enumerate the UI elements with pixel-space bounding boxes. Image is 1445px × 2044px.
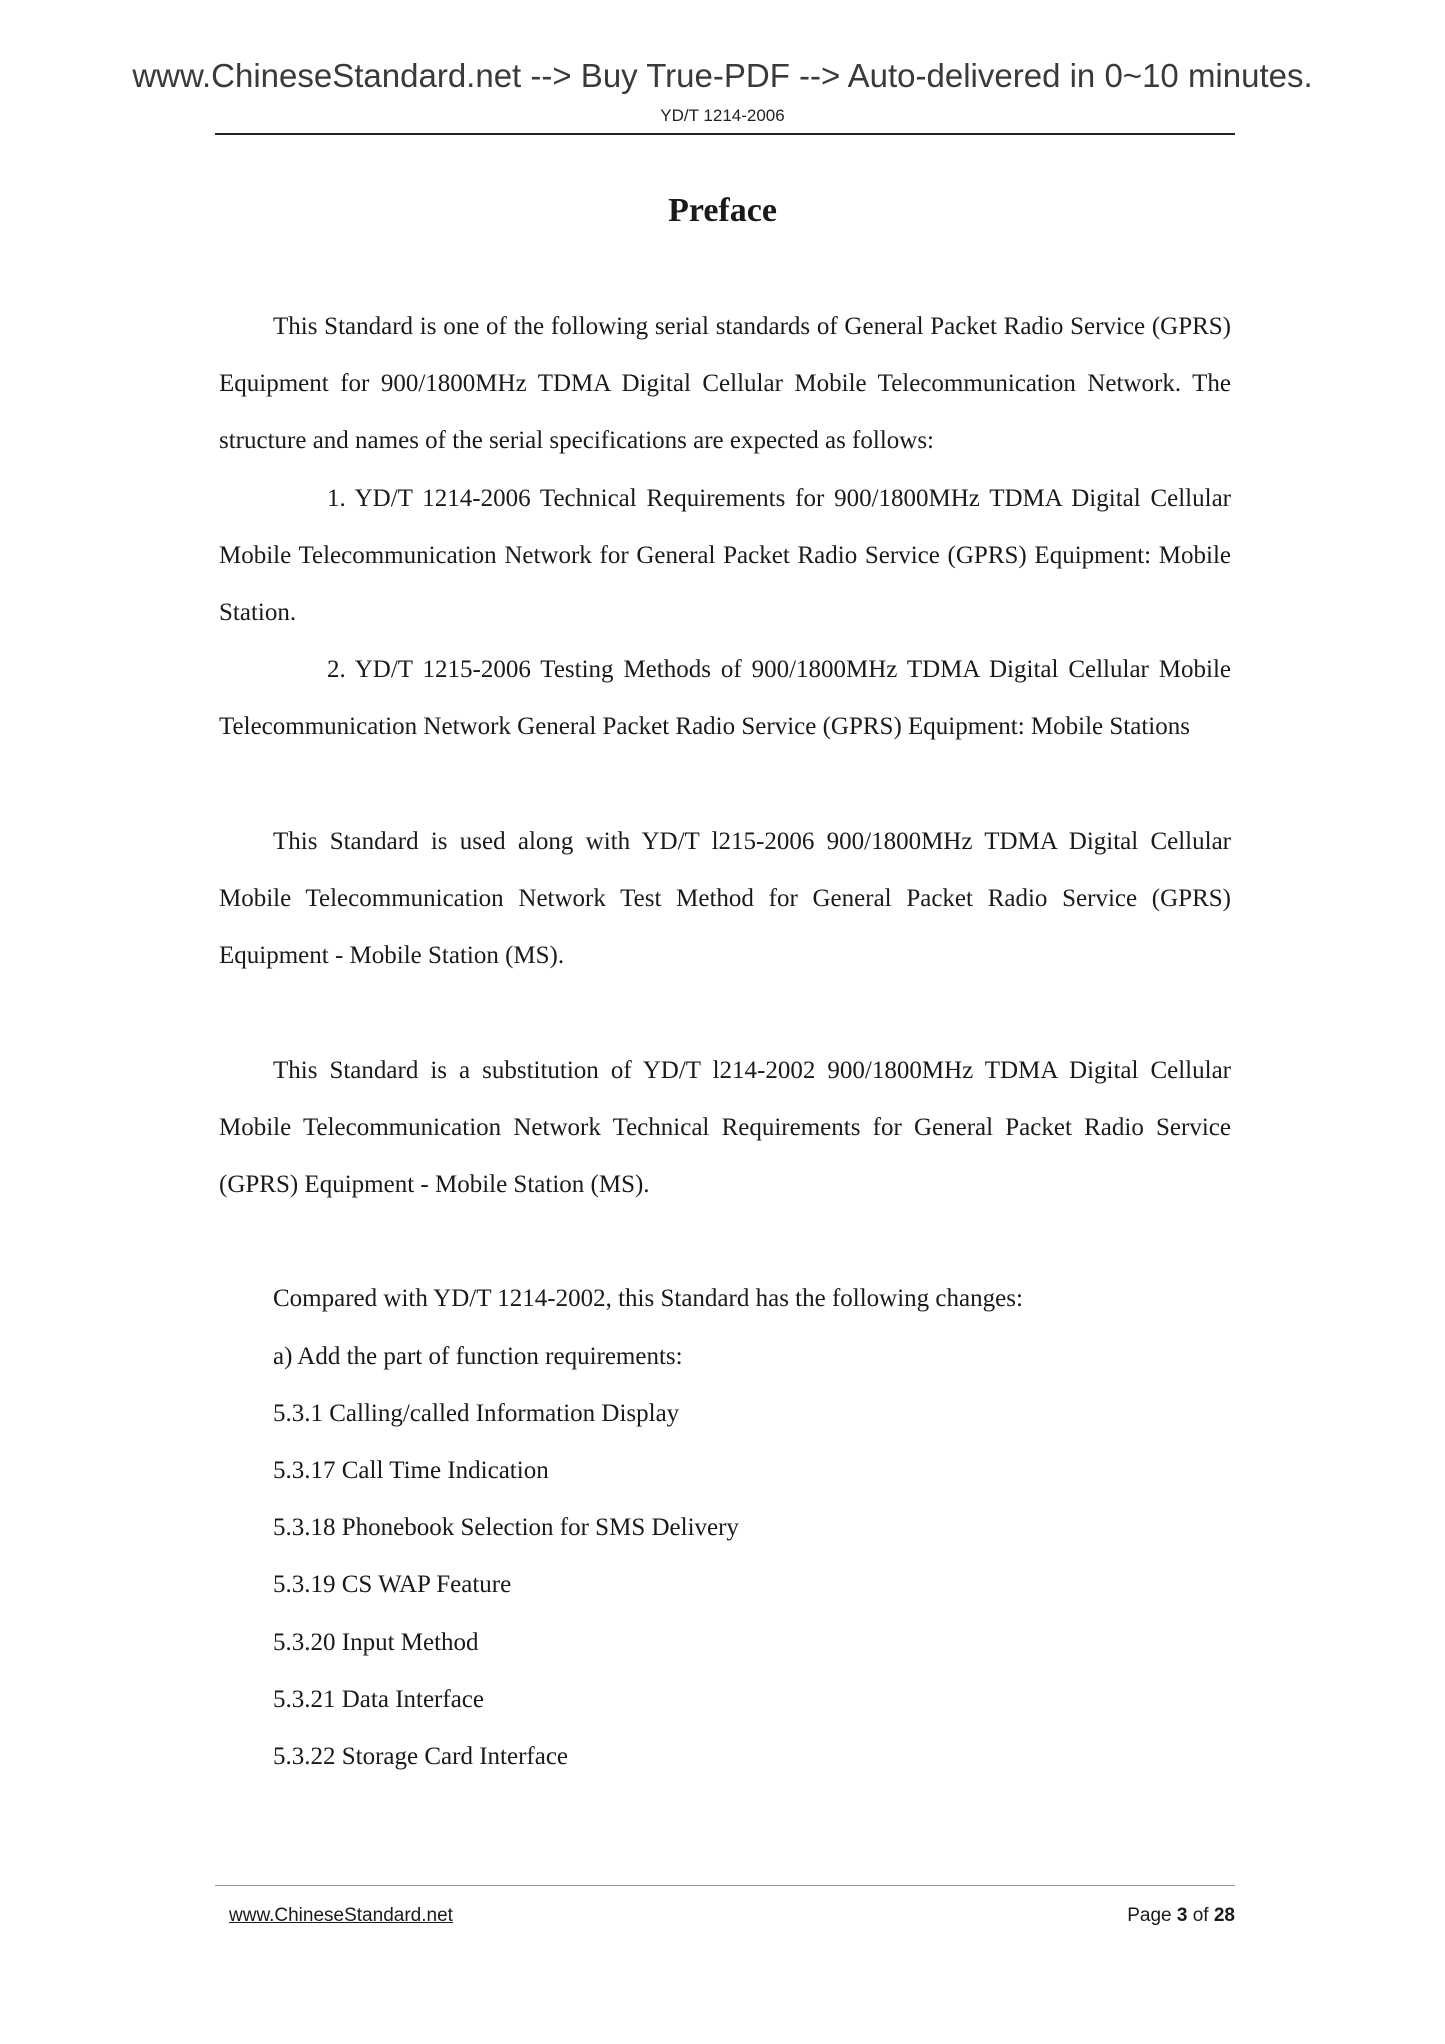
page-title: Preface xyxy=(668,192,777,229)
document-body xyxy=(219,298,1231,1785)
change-item: 5.3.17 Call Time Indication xyxy=(273,1457,549,1485)
paragraph-series-intro: This Standard is one of the following serial standards of General Packet Radio Service (GPRS) Equipment for 900/1800MHz TDMA Digital Cellular Mobile Telecommunication Network. The structure and names of the serial specifications are expected as follows: xyxy=(219,313,1231,455)
footer-website-link[interactable]: www.ChineseStandard.net xyxy=(229,1905,453,1926)
page-total: 28 xyxy=(1213,1905,1235,1926)
top-banner: www.ChineseStandard.net --> Buy True-PDF --> Auto-delivered in 0~10 minutes. xyxy=(132,57,1313,94)
paragraph-used-along: This Standard is used along with YD/T l215-2006 900/1800MHz TDMA Digital Cellular Mobile Telecommunication Network Test Method for General Packet Radio Service (GPRS) Equipment - Mobile Station (MS). xyxy=(219,827,1231,970)
change-item: 5.3.22 Storage Card Interface xyxy=(273,1743,569,1771)
spacer xyxy=(219,984,1231,1041)
list-item-number: 2. xyxy=(327,656,346,684)
change-item: 5.3.1 Calling/called Information Display xyxy=(273,1399,680,1427)
page-current: 3 xyxy=(1176,1905,1188,1926)
paragraph-substitution: This Standard is a substitution of YD/T l214-2002 900/1800MHz TDMA Digital Cellular Mobile Telecommunication Network Technical Requirements for General Packet Radio Service (GPRS) Equipment - Mobile Station (MS). xyxy=(219,1056,1231,1199)
changes-subheading: a) Add the part of function requirements: xyxy=(273,1342,683,1370)
list-item-text: YD/T 1214-2006 Technical Requirements for 900/1800MHz TDMA Digital Cellular Mobile Telecommunication Network for General Packet Radio Service (GPRS) Equipment: Mobile Station. xyxy=(219,484,1231,627)
change-item: 5.3.21 Data Interface xyxy=(273,1685,484,1713)
spacer xyxy=(219,1213,1231,1270)
change-item: 5.3.20 Input Method xyxy=(273,1628,479,1656)
header-divider xyxy=(215,133,1235,135)
page-label: Page xyxy=(1127,1905,1172,1926)
paragraph-changes-intro: Compared with YD/T 1214-2002, this Standard has the following changes: xyxy=(273,1285,1023,1313)
page-number xyxy=(1127,1905,1235,1927)
spacer xyxy=(219,756,1231,813)
list-item-number: 1. xyxy=(327,484,346,512)
list-item-text: YD/T 1215-2006 Testing Methods of 900/1800MHz TDMA Digital Cellular Mobile Telecommunication Network General Packet Radio Service (GPRS) Equipment: Mobile Stations xyxy=(219,656,1231,741)
change-item: 5.3.19 CS WAP Feature xyxy=(273,1571,512,1599)
page-of-label: of xyxy=(1192,1905,1209,1926)
list-item-1 xyxy=(219,470,1231,642)
change-item: 5.3.18 Phonebook Selection for SMS Delivery xyxy=(273,1514,739,1542)
document-id: YD/T 1214-2006 xyxy=(660,106,785,125)
list-item-2 xyxy=(219,641,1231,755)
footer-divider xyxy=(215,1885,1235,1886)
